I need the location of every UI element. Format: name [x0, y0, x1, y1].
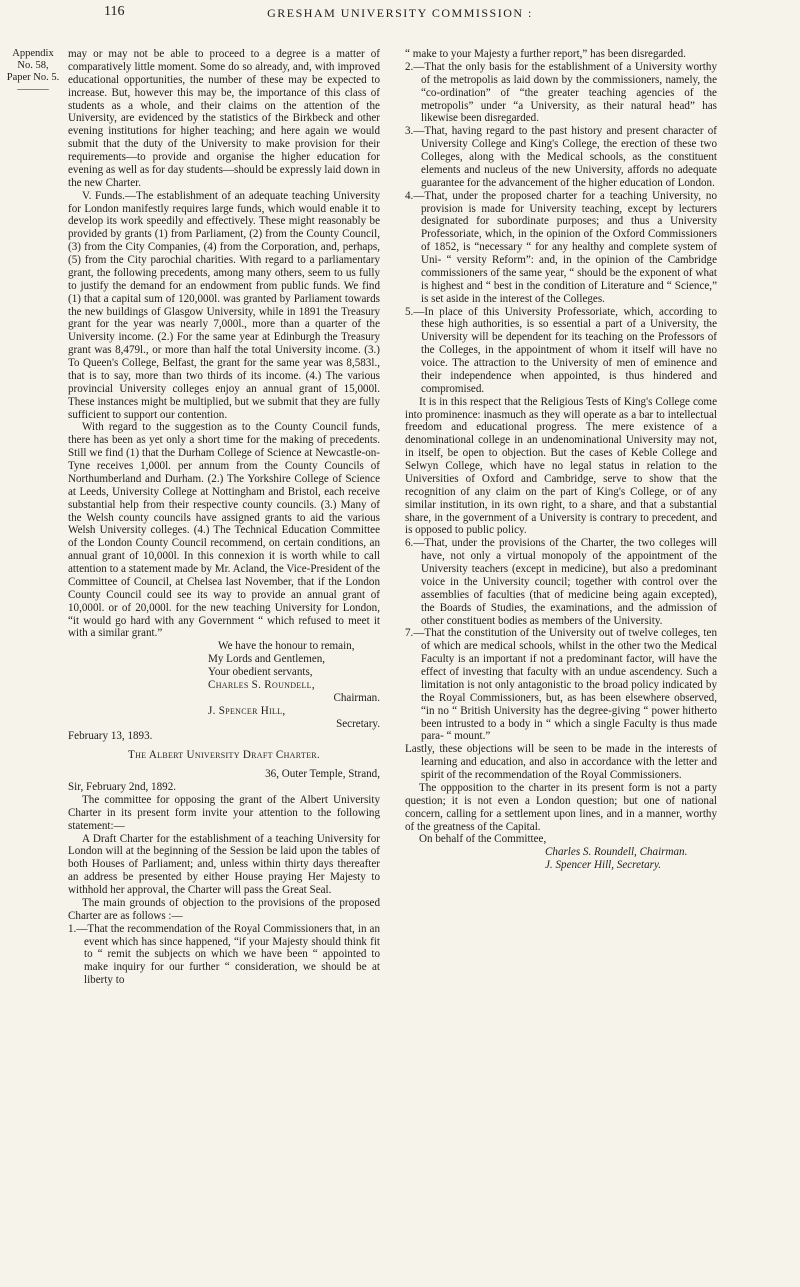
paragraph: The committee for opposing the grant of the Albert University Charter in its present form invite your attention to the following statement:— — [68, 793, 380, 832]
paragraph: On behalf of the Committee, — [419, 833, 547, 846]
paragraph: J. Spencer Hill, Secretary. — [545, 859, 662, 872]
paragraph: The main grounds of objection to the provisions of the proposed Charter are as follows :— — [68, 896, 380, 922]
paragraph: 2.—That the only basis for the establishment of a University worthy of the metropolis as laid down by the commissioners, namely, the “co-ordination” of “the greater teaching agencies of the metropolis” under “a University, as their natural head” has likewise been disregarded. — [405, 60, 717, 125]
paragraph: 3.—That, having regard to the past history and present character of University College and King's College, the erection of these two Colleges, along with the Medical schools, as the constituent elements and nucleus of the new University, affords no adequate guarantee for the advancement of the higher education of London. — [405, 125, 717, 189]
left-column — [68, 48, 380, 987]
page-header — [0, 4, 800, 24]
paragraph: Charles S. Roundell, Chairman. — [545, 846, 688, 859]
paragraph: 36, Outer Temple, Strand, — [265, 768, 380, 781]
paragraph: Your obedient servants, — [208, 666, 313, 678]
paragraph: It is in this respect that the Religious Tests of King's College come into prominence: inasmuch as they will operate as a bar to intellectual freedom and educational progress. The mere existence of a denominational college in an undenominational University may not, in itself, be open to objection. But the cases of Keble College and Selwyn College, which have no legal status in relation to the Universities of Oxford and Cambridge, serve to show that the recognition of any claim on the part of King's College, or of any similar institution, in its own right, to a share, and that a substantial share, in the government of a University is contrary to precedent, and is opposed to public policy. — [405, 395, 717, 537]
margin-note-line: Paper No. 5. — [6, 72, 60, 83]
paragraph: We have the honour to remain, — [218, 640, 355, 653]
margin-note-line: Appendix — [12, 48, 54, 59]
paragraph: “ make to your Majesty a further report,” has been disregarded. — [405, 48, 686, 60]
paragraph: Secretary. — [336, 717, 380, 730]
paragraph: may or may not be able to proceed to a degree is a matter of comparatively little moment. Some do so already, and, with improved educational opportunities, the number of these may be expected to increase. But, however this may be, the importance of this class of students as a whole, and their claims on the attention of the University, are evidenced by the statistics of the Birkbeck and other evening institutions for higher teaching; and here again we would submit that the duty of the University to make provision for their requirements—to provide and organise the higher education for evening as well as for day students—should be expressly laid down in the new Charter. — [68, 48, 380, 189]
paragraph: Sir, February 2nd, 1892. — [68, 781, 177, 793]
paragraph: V. Funds.—The establishment of an adequate teaching University for London manifestly requires large funds, which would enable it to develop its work speedily and effectively. These might reasonably be provided by grants (1) from Parliament, (2) from the County Council, (3) from the City Companies, (4) from the Corporation, and, perhaps, (5) from the City parochial charities. With regard to a parliamentary grant, the following precedents, among many others, seem to us fully to justify the demand for an endowment from public funds. We find (1) that a capital sum of 120,000l. was granted by Parliament towards the new buildings of Glasgow University, while in 1891 the Treasury grant for the year was nearly 7,000l., more than a quarter of the University income. (2.) For the same year at Edinburgh the Treasury grant was 8,479l., or more than half the total University income. (3.) To Queen's College, Belfast, the grant for the same year was 8,583l., that is to say, more than two thirds of its income. (4.) The various provincial University colleges enjoy an annual grant of 15,000l. These instances might be multiplied, but we submit that they are fully sufficient to support our contention. — [68, 189, 380, 421]
margin-note-line: No. 58, — [17, 60, 49, 71]
running-title: GRESHAM UNIVERSITY COMMISSION : — [267, 6, 533, 20]
paragraph: 1.—That the recommendation of the Royal Commissioners that, in an event which has since happened, “if your Majesty should think fit to “ remit the subjects on which we have been “ appointed to make inquiry for our further “ consideration, we should be at liberty to — [68, 922, 380, 987]
paragraph: Lastly, these objections will be seen to be made in the interests of learning and education, and also in accordance with the letter and spirit of the recommendation of the Royal Commissioners. — [405, 743, 717, 781]
paragraph: 4.—That, under the proposed charter for a teaching University, no provision is made for University teaching, except by lecturers designated for subordinate purposes; and thus a University Professoriate, which, in the opinion of the Oxford Commissioners of 1852, is “necessary “ for any healthy and complete system of Uni- “ versity Reform”: and, in the opinion of the Cambridge commissioners of the same year, “ should be the exponent of what is highest and “ best in the condition of Literature and “ Science,” is set aside in the interest of the Colleges. — [405, 189, 717, 305]
page-number: 116 — [104, 4, 125, 19]
paragraph: Chairman. — [333, 691, 380, 704]
paragraph: The Albert University Draft Charter. — [128, 749, 320, 762]
paragraph: 5.—In place of this University Professoriate, which, according to these high authorities, is so essential a part of a University, the University will be dependent for its teaching on the Professors of the Colleges, in the appointment of whom it itself will have no voice. The attraction to the University of men of eminence and their independence when appointed, is thus hindered and compromised. — [405, 305, 717, 395]
paragraph: 7.—That the constitution of the University out of twelve colleges, ten of which are medical schools, whilst in the other two the Medical Faculty is an important if not a predominant factor, will have the effect of investing that faculty with an undue ascendency. Such a limitation is not only antagonistic to the broad policy indicated by the Royal Commissioners, but, as has been elsewhere observed, “in no “ British University has the degree-giving “ power hitherto been intrusted to a body in “ which a single Faculty is thus made para- “ mount.” — [405, 627, 717, 743]
paragraph: February 13, 1893. — [68, 730, 153, 743]
margin-note — [4, 48, 62, 96]
paragraph: My Lords and Gentlemen, — [208, 653, 326, 666]
paragraph: Charles S. Roundell, — [208, 678, 315, 691]
margin-note-rule: ——— — [17, 84, 49, 95]
paragraph: A Draft Charter for the establishment of a teaching University for London will at the beginning of the Session be laid upon the tables of both Houses of Parliament; and, unless within thirty days thereafter an address be presented by either House praying Her Majesty to withhold her approval, the Charter will pass the Great Seal. — [68, 832, 380, 896]
right-column — [405, 48, 717, 872]
paragraph: The oppposition to the charter in its present form is not a party question; it is not even a London question; but one of national concern, calling for a settlement upon lines, and in a manner, worthy of the greatness of the Capital. — [405, 781, 717, 833]
paragraph: With regard to the suggestion as to the County Council funds, there has been as yet only a short time for the making of precedents. Still we find (1) that the Durham College of Science at Newcastle-on-Tyne receives 1,000l. per annum from the County Councils of Northumberland and Durham. (2.) The Yorkshire College of Science at Leeds, University College at Nottingham and Bristol, each receive substantial help from their respective county councils. (3.) Many of the Welsh county councils have assigned grants to aid the various Welsh University colleges. (4.) The Technical Education Committee of the London County Council recommend, on certain conditions, an annual grant of 10,000l. In this connexion it is worth while to call attention to a statement made by Mr. Acland, the Vice-President of the Committee of Council, at Chelsea last November, that if the London County Council could see its way to provide an annual grant of 10,000l. or of 20,000l. for the new teaching University for London, “it would go hard with any Government “ which refused to meet it with a similar grant.” — [68, 421, 380, 640]
paragraph: 6.—That, under the provisions of the Charter, the two colleges will have, not only a virtual monopoly of the appointment of the University teachers (except in medicine), but also a predominant voice in the University council; together with control over the assemblies of faculties (that of medicine being again excepted), the Boards of Studies, the examinations, and the admission of other constituent bodies as members of the University. — [405, 537, 717, 627]
paragraph: J. Spencer Hill, — [208, 704, 286, 717]
